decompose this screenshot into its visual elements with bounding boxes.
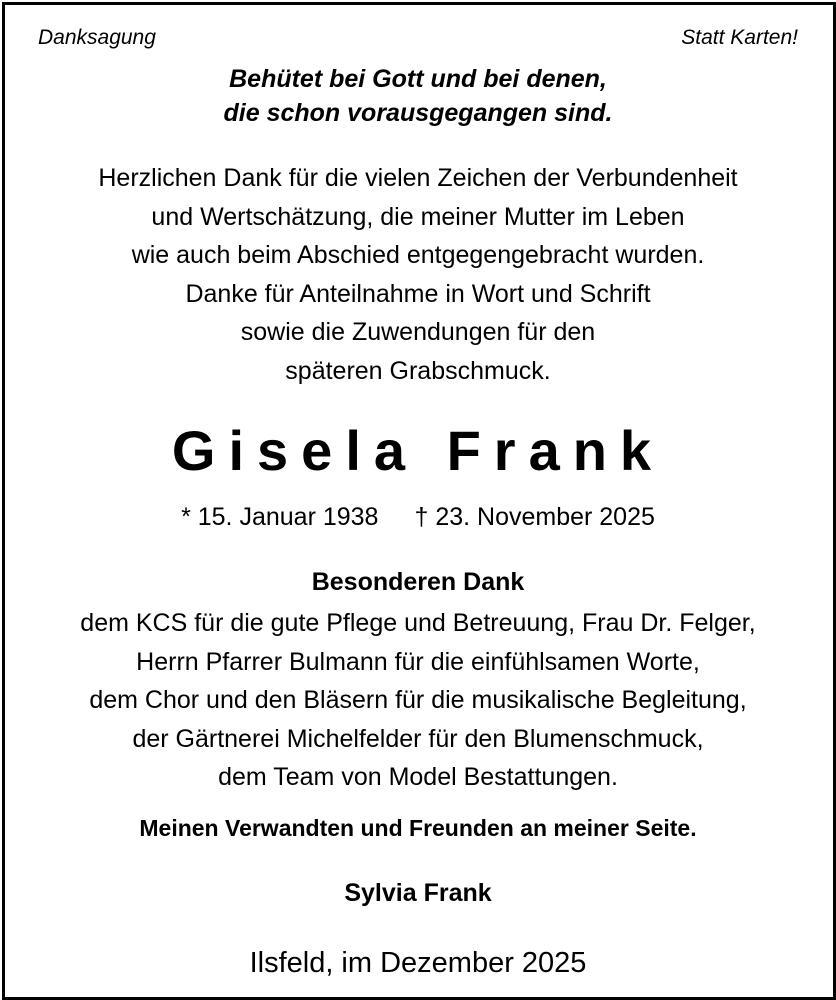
thanks-line: und Wertschätzung, die meiner Mutter im Leben	[151, 202, 685, 231]
signer-name: Sylvia Frank	[344, 879, 492, 907]
special-thanks-line: dem KCS für die gute Pflege und Betreuung, Frau Dr. Felger,	[80, 609, 756, 637]
birth-date: * 15. Januar 1938	[181, 503, 379, 531]
thanks-line: Herzlichen Dank für die vielen Zeichen der Verbundenheit	[98, 164, 738, 192]
special-thanks-line: dem Chor und den Bläsern für die musikalische Begleitung,	[89, 686, 747, 714]
thanks-paragraph	[0, 159, 836, 390]
special-thanks-line: der Gärtnerei Michelfelder für den Blumenschmuck,	[132, 724, 704, 753]
thanks-line: späteren Grabschmuck.	[285, 356, 551, 385]
special-thanks-line: Herrn Pfarrer Bulmann für die einfühlsamen Worte,	[136, 647, 700, 676]
special-thanks-heading: Besonderen Dank	[311, 568, 525, 596]
statt-karten-label: Statt Karten!	[681, 26, 798, 49]
motto-line: die schon vorausgegangen sind.	[223, 99, 613, 127]
life-dates	[0, 500, 836, 534]
thanks-line: Danke für Anteilnahme in Wort und Schrift	[185, 279, 651, 308]
special-thanks-list	[0, 604, 836, 797]
thanks-line: sowie die Zuwendungen für den	[240, 318, 596, 346]
motto	[0, 62, 836, 130]
special-thanks-line: dem Team von Model Bestattungen.	[218, 763, 618, 791]
place-and-date: Ilsfeld, im Dezember 2025	[249, 947, 587, 979]
notice-type-label: Danksagung	[38, 26, 156, 49]
deceased-name: Gisela Frank	[171, 419, 665, 482]
motto-line: Behütet bei Gott und bei denen,	[229, 65, 607, 93]
thanks-line: wie auch beim Abschied entgegengebracht wurden.	[131, 241, 705, 269]
relatives-thanks: Meinen Verwandten und Freunden an meiner Seite.	[139, 815, 697, 841]
death-date: † 23. November 2025	[414, 503, 655, 531]
